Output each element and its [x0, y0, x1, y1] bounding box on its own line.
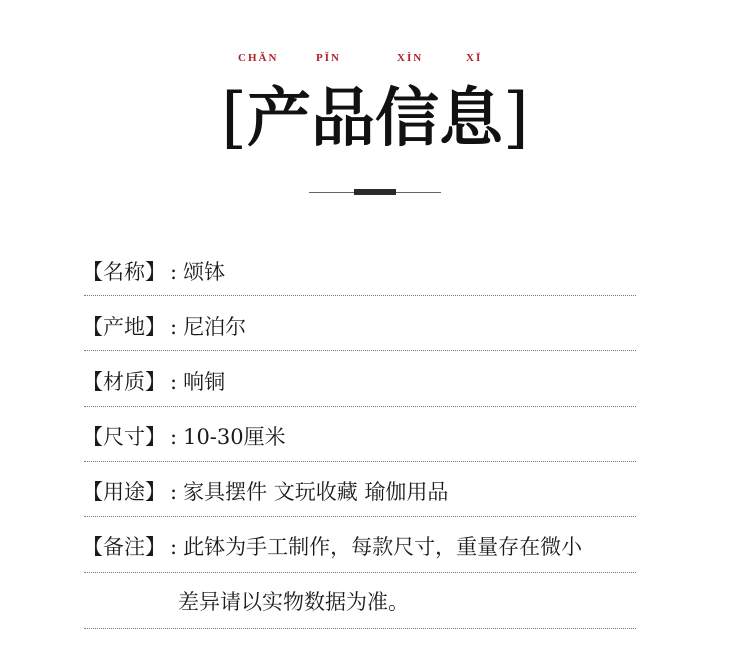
- info-separator: :: [170, 370, 178, 394]
- info-separator: :: [170, 260, 178, 284]
- pinyin-2: PĬN: [316, 52, 341, 64]
- title-divider-accent: [354, 189, 396, 195]
- row-divider: [84, 516, 636, 517]
- pinyin-1: CHĂN: [238, 52, 279, 64]
- info-label: 【备注】: [82, 535, 166, 559]
- pinyin-row: [0, 52, 750, 68]
- row-divider: [84, 295, 636, 296]
- row-divider: [84, 461, 636, 462]
- info-row-remarks: [82, 532, 636, 562]
- info-label: 【用途】: [82, 480, 166, 504]
- info-separator: :: [170, 425, 178, 449]
- info-value: 响铜: [183, 370, 226, 394]
- info-row-material: [82, 367, 636, 397]
- info-value: 家具摆件 文玩收藏 瑜伽用品: [183, 480, 449, 504]
- info-value: 颂钵: [183, 260, 226, 284]
- info-separator: :: [170, 535, 178, 559]
- info-value: 尼泊尔: [183, 315, 247, 339]
- pinyin-3: XÌN: [397, 52, 424, 64]
- title-text: 产品信息: [247, 81, 503, 156]
- info-row-origin: [82, 312, 636, 342]
- info-label: 【名称】: [82, 260, 166, 284]
- info-value: 10-30厘米: [183, 425, 286, 449]
- pinyin-4: XĪ: [466, 52, 483, 64]
- info-separator: :: [170, 315, 178, 339]
- row-divider: [84, 350, 636, 351]
- info-value: 差异请以实物数据为准。: [178, 590, 409, 614]
- info-label: 【材质】: [82, 370, 166, 394]
- title-bracket-close: ]: [503, 79, 529, 156]
- info-row-name: [82, 257, 636, 287]
- info-row-usage: [82, 477, 636, 507]
- info-value: 此钵为手工制作，每款尺寸，重量存在微小: [183, 535, 583, 559]
- info-separator: :: [170, 480, 178, 504]
- page-title: [0, 68, 750, 169]
- row-divider: [84, 572, 636, 573]
- row-divider: [84, 628, 636, 629]
- row-divider: [84, 406, 636, 407]
- info-row-remarks-continuation: [178, 587, 638, 617]
- info-label: 【产地】: [82, 315, 166, 339]
- info-label: 【尺寸】: [82, 425, 166, 449]
- info-row-size: [82, 422, 636, 452]
- title-bracket-open: [: [221, 79, 247, 156]
